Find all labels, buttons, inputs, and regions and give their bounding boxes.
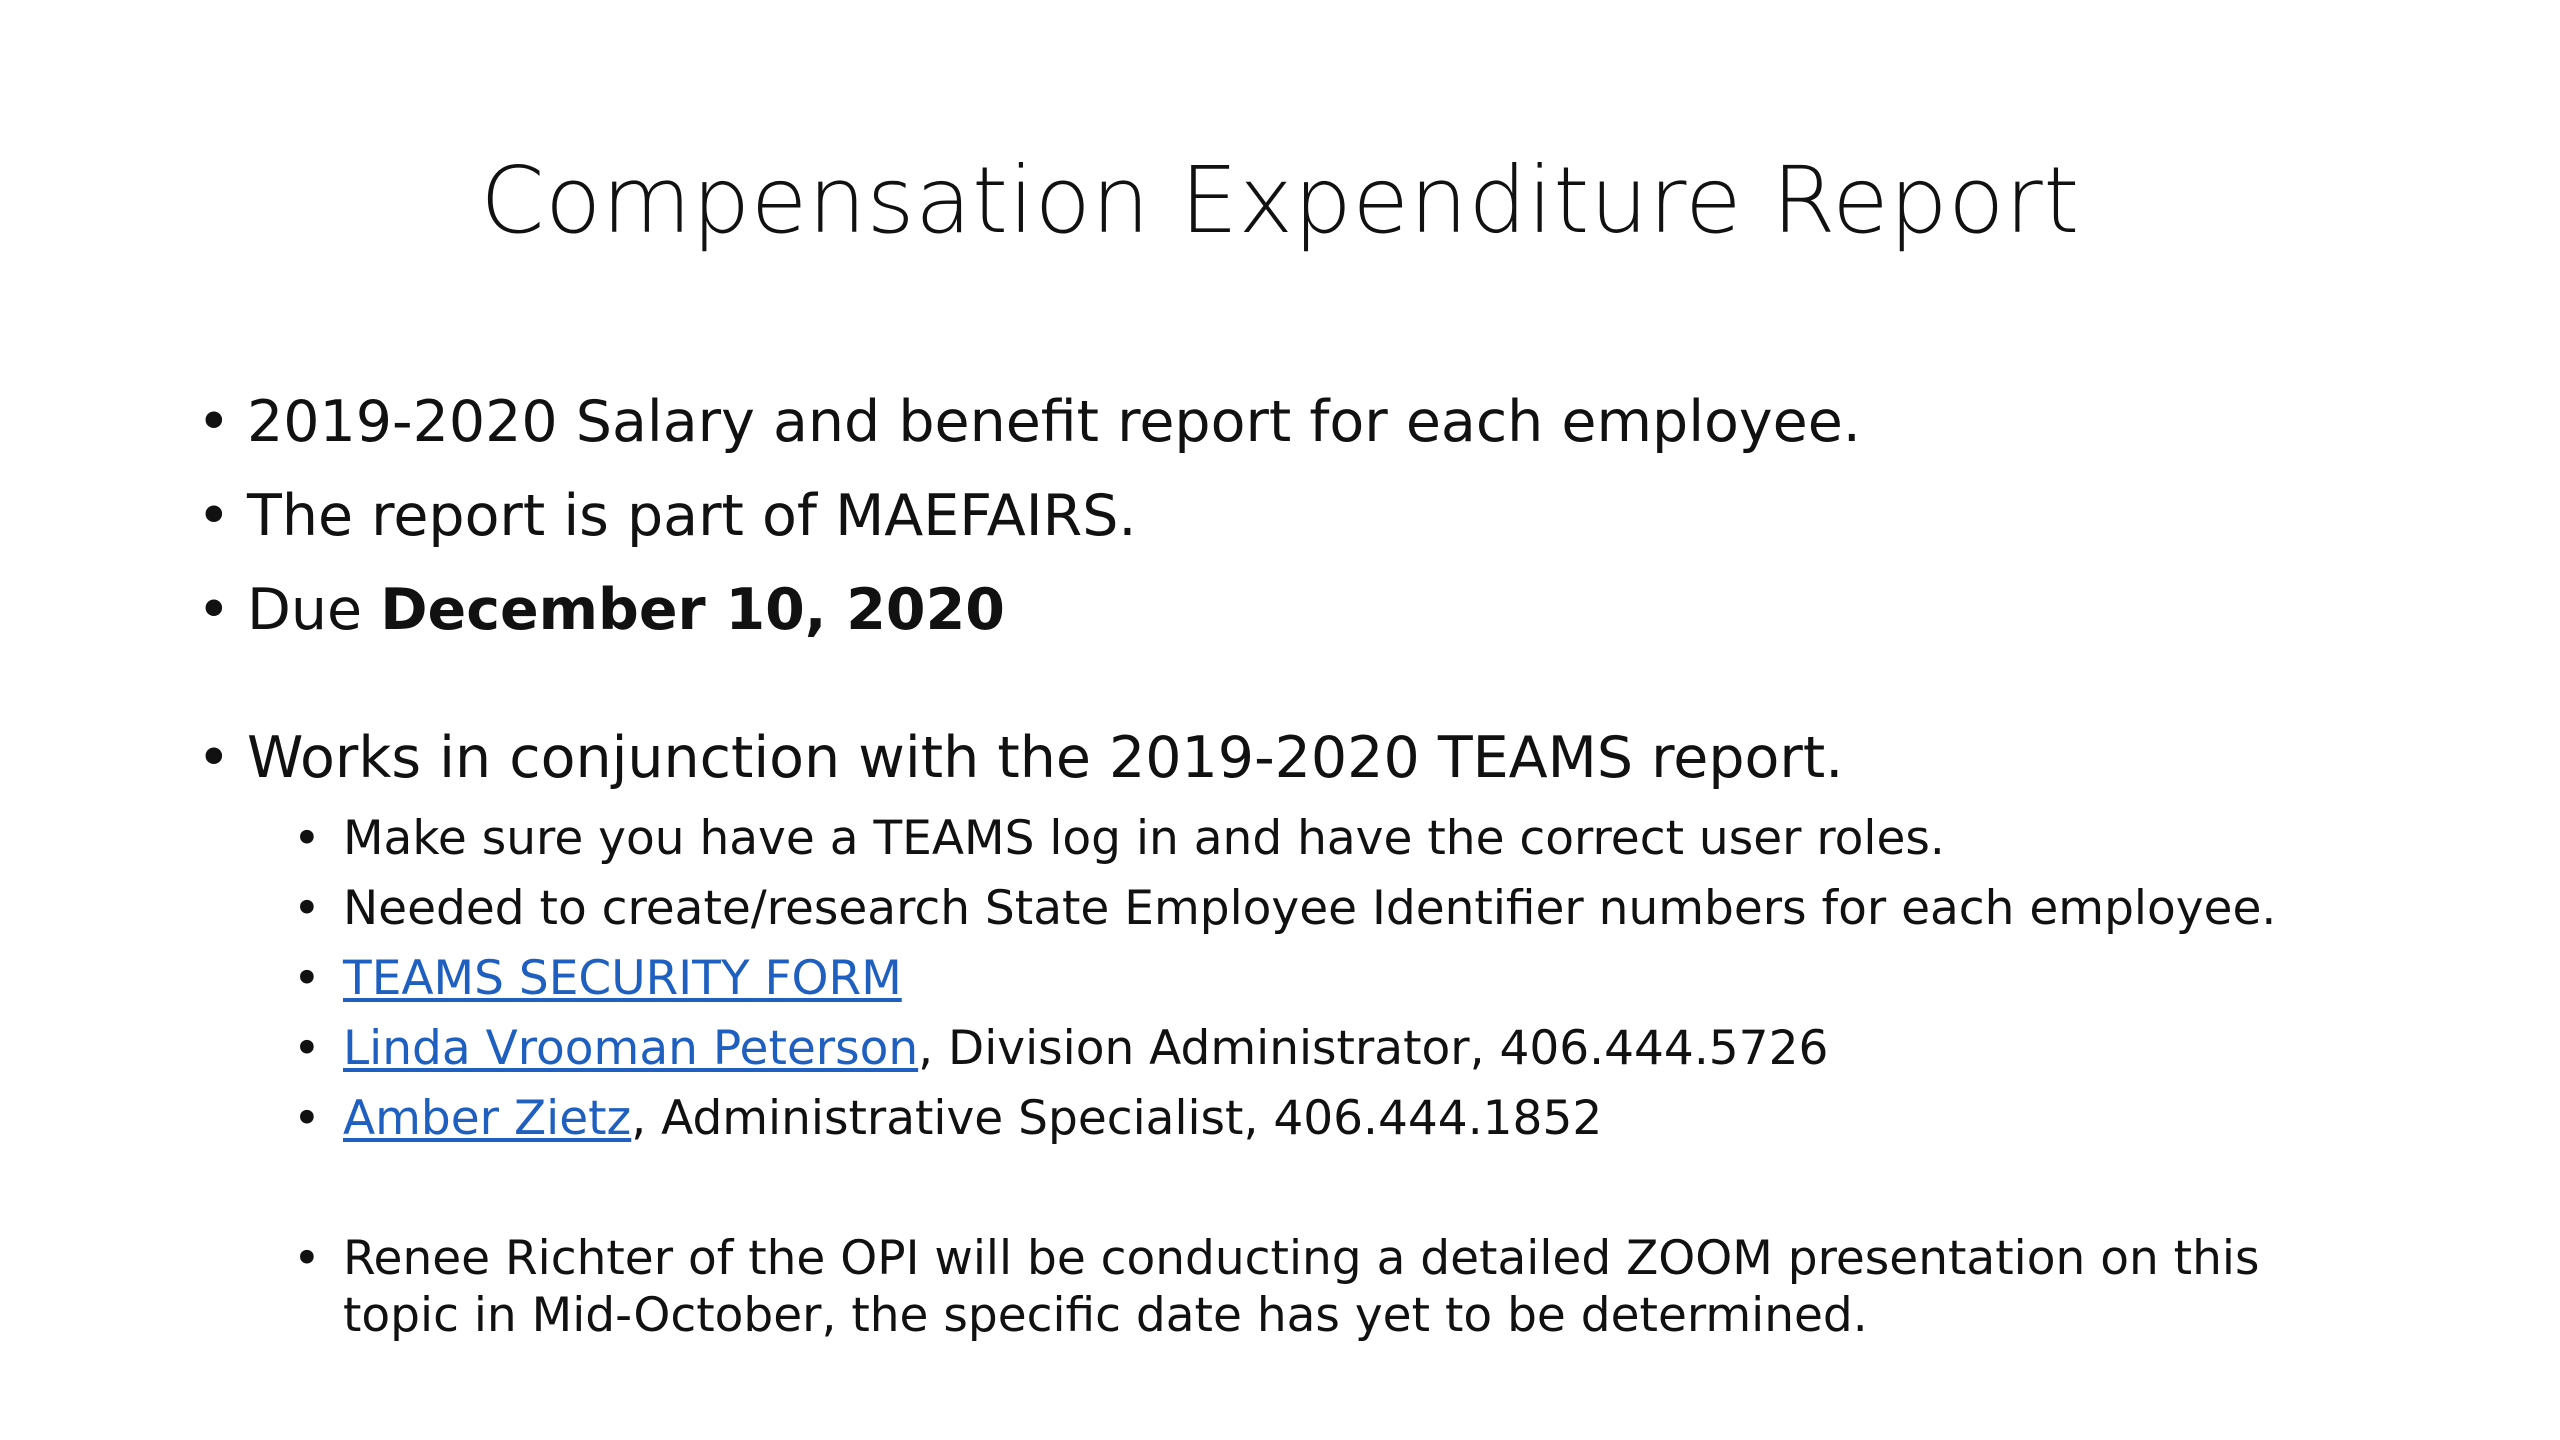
bullet-dot: •: [293, 811, 321, 866]
teams-security-form-link[interactable]: TEAMS SECURITY FORM: [343, 951, 902, 1006]
bullet-dot: •: [293, 881, 321, 936]
zoom-line-2: topic in Mid-October, the specific date has yet to be determined.: [343, 1288, 1868, 1344]
bullet-text: [343, 1020, 1828, 1077]
bullet-text: Make sure you have a TEAMS log in and have the correct user roles.: [343, 811, 1945, 866]
bullet-text: [343, 1090, 1602, 1147]
bullet-text: The report is part of MAEFAIRS.: [247, 483, 1137, 549]
bullet-dot: •: [293, 1231, 321, 1286]
bullet-dot: •: [293, 951, 321, 1006]
bullet-dot: •: [197, 483, 231, 549]
linda-details: , Division Administrator, 406.444.5726: [918, 1021, 1829, 1076]
bullet-text: Needed to create/research State Employee Identifier numbers for each employee.: [343, 881, 2277, 936]
due-prefix: Due: [247, 577, 381, 643]
slide-title: Compensation Expenditure Report: [480, 147, 2080, 254]
zoom-line-1: Renee Richter of the OPI will be conducting a detailed ZOOM presentation on this: [343, 1231, 2260, 1286]
amber-zietz-link[interactable]: Amber Zietz: [343, 1091, 632, 1146]
bullet-dot: •: [293, 1091, 321, 1146]
bullet-dot: •: [197, 577, 231, 643]
bullet-dot: •: [197, 389, 231, 455]
bullet-dot: •: [293, 1021, 321, 1076]
amber-details: , Administrative Specialist, 406.444.1852: [631, 1091, 1603, 1146]
bullet-text: 2019-2020 Salary and benefit report for each employee.: [247, 389, 1861, 455]
bullet-dot: •: [197, 725, 231, 791]
due-date: December 10, 2020: [380, 577, 1005, 643]
bullet-text: [343, 1230, 2259, 1345]
linda-vrooman-peterson-link[interactable]: Linda Vrooman Peterson: [343, 1021, 919, 1076]
bullet-text: [247, 578, 1005, 644]
bullet-text: [343, 950, 902, 1007]
bullet-text: Works in conjunction with the 2019-2020 TEAMS report.: [247, 725, 1844, 791]
